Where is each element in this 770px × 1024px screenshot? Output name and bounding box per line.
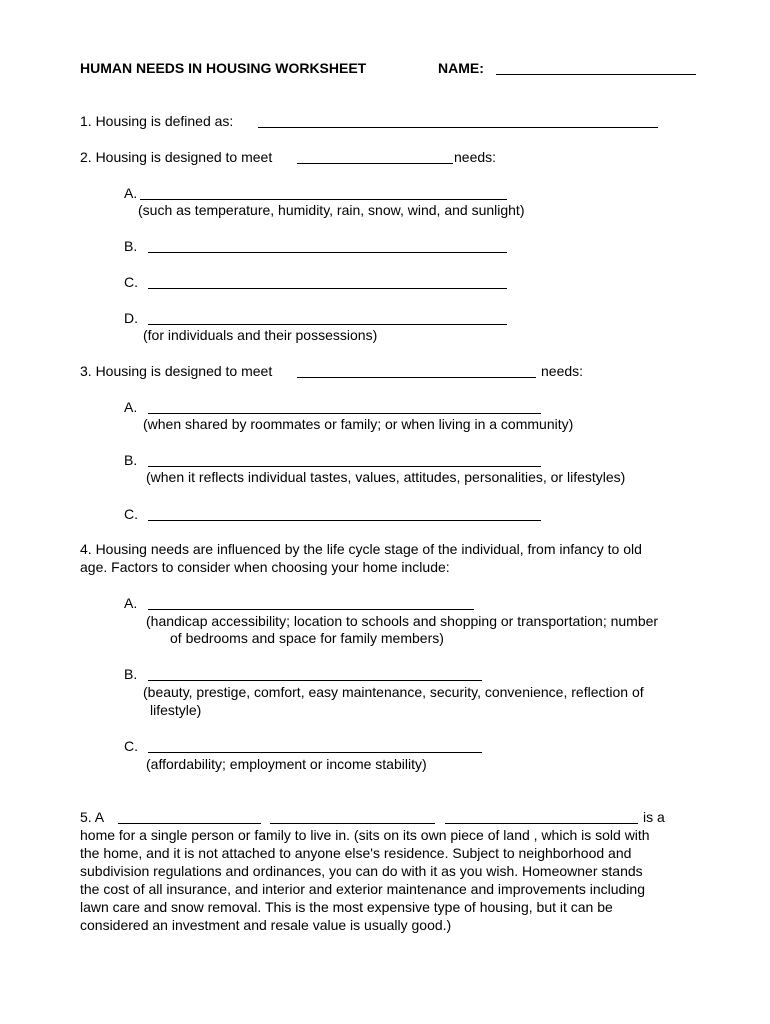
q3-item-a-line[interactable] (148, 399, 541, 414)
q4-item-c-label: C. (124, 738, 138, 754)
q2-suffix: needs: (454, 149, 497, 165)
q3-item-c-line[interactable] (148, 506, 541, 521)
q4-item-b-hint-2: lifestyle) (150, 702, 202, 718)
q3-item-c-label: C. (124, 506, 138, 522)
q3-prompt: 3. Housing is designed to meet (80, 363, 273, 379)
q4-item-a-line[interactable] (148, 595, 474, 610)
q3-item-a-label: A. (124, 399, 138, 415)
q5-body-line-2: the home, and it is not attached to anyone else's residence. Subject to neighborhood and (80, 845, 632, 861)
q5-lead: 5. A (80, 809, 105, 825)
q5-body-line-3: subdivision regulations and ordinances, you can do with it as you wish. Homeowner stands (80, 863, 643, 879)
q3-item-a-hint: (when shared by roommates or family; or when living in a community) (143, 416, 574, 432)
q3-item-b-line[interactable] (148, 452, 541, 467)
q4-line-1: 4. Housing needs are influenced by the life cycle stage of the individual, from infancy to old (80, 541, 642, 557)
q2-item-d-line[interactable] (148, 310, 507, 325)
q5-trail: is a (643, 809, 665, 825)
q2-item-c-line[interactable] (148, 274, 507, 289)
q2-item-a-label: A. (124, 185, 138, 201)
name-label: NAME: (438, 60, 484, 76)
q1-prompt: 1. Housing is defined as: (80, 113, 234, 129)
q4-item-a-hint-2: of bedrooms and space for family members) (170, 630, 444, 646)
q5-blank-3[interactable] (445, 809, 638, 824)
q1-answer-line[interactable] (258, 113, 658, 128)
q4-item-b-label: B. (124, 666, 138, 682)
q2-item-c-label: C. (124, 274, 138, 290)
q5-body-line-5: lawn care and snow removal. This is the most expensive type of housing, but it can be (80, 899, 613, 915)
q5-blank-2[interactable] (270, 809, 435, 824)
q2-item-a-line[interactable] (140, 185, 507, 200)
q5-body-line-4: the cost of all insurance, and interior and exterior maintenance and improvements including (80, 881, 645, 897)
worksheet-title: HUMAN NEEDS IN HOUSING WORKSHEET (80, 60, 367, 76)
q2-item-d-label: D. (124, 310, 138, 326)
q2-item-b-line[interactable] (148, 238, 507, 253)
q4-item-b-hint-1: (beauty, prestige, comfort, easy maintenance, security, convenience, reflection of (143, 684, 644, 700)
q3-blank[interactable] (297, 363, 536, 378)
q3-item-b-hint: (when it reflects individual tastes, values, attitudes, personalities, or lifestyles) (146, 469, 626, 485)
q4-item-a-label: A. (124, 595, 138, 611)
q2-item-d-hint: (for individuals and their possessions) (143, 327, 378, 343)
q2-blank[interactable] (297, 149, 453, 164)
q4-item-c-hint-1: (affordability; employment or income stability) (146, 756, 427, 772)
q4-item-a-hint-1: (handicap accessibility; location to schools and shopping or transportation; number (146, 613, 659, 629)
q5-body-line-6: considered an investment and resale value is usually good.) (80, 917, 452, 933)
q5-body-line-1: home for a single person or family to live in. (sits on its own piece of land , which is sold with (80, 827, 650, 843)
q4-line-2: age. Factors to consider when choosing your home include: (80, 559, 450, 575)
name-field[interactable] (496, 60, 696, 75)
q3-item-b-label: B. (124, 452, 138, 468)
q3-suffix: needs: (541, 363, 584, 379)
q4-item-c-line[interactable] (148, 738, 482, 753)
q2-item-a-hint: (such as temperature, humidity, rain, snow, wind, and sunlight) (138, 202, 525, 218)
q2-prompt: 2. Housing is designed to meet (80, 149, 273, 165)
q4-item-b-line[interactable] (148, 666, 482, 681)
q2-item-b-label: B. (124, 238, 138, 254)
q5-blank-1[interactable] (118, 809, 261, 824)
